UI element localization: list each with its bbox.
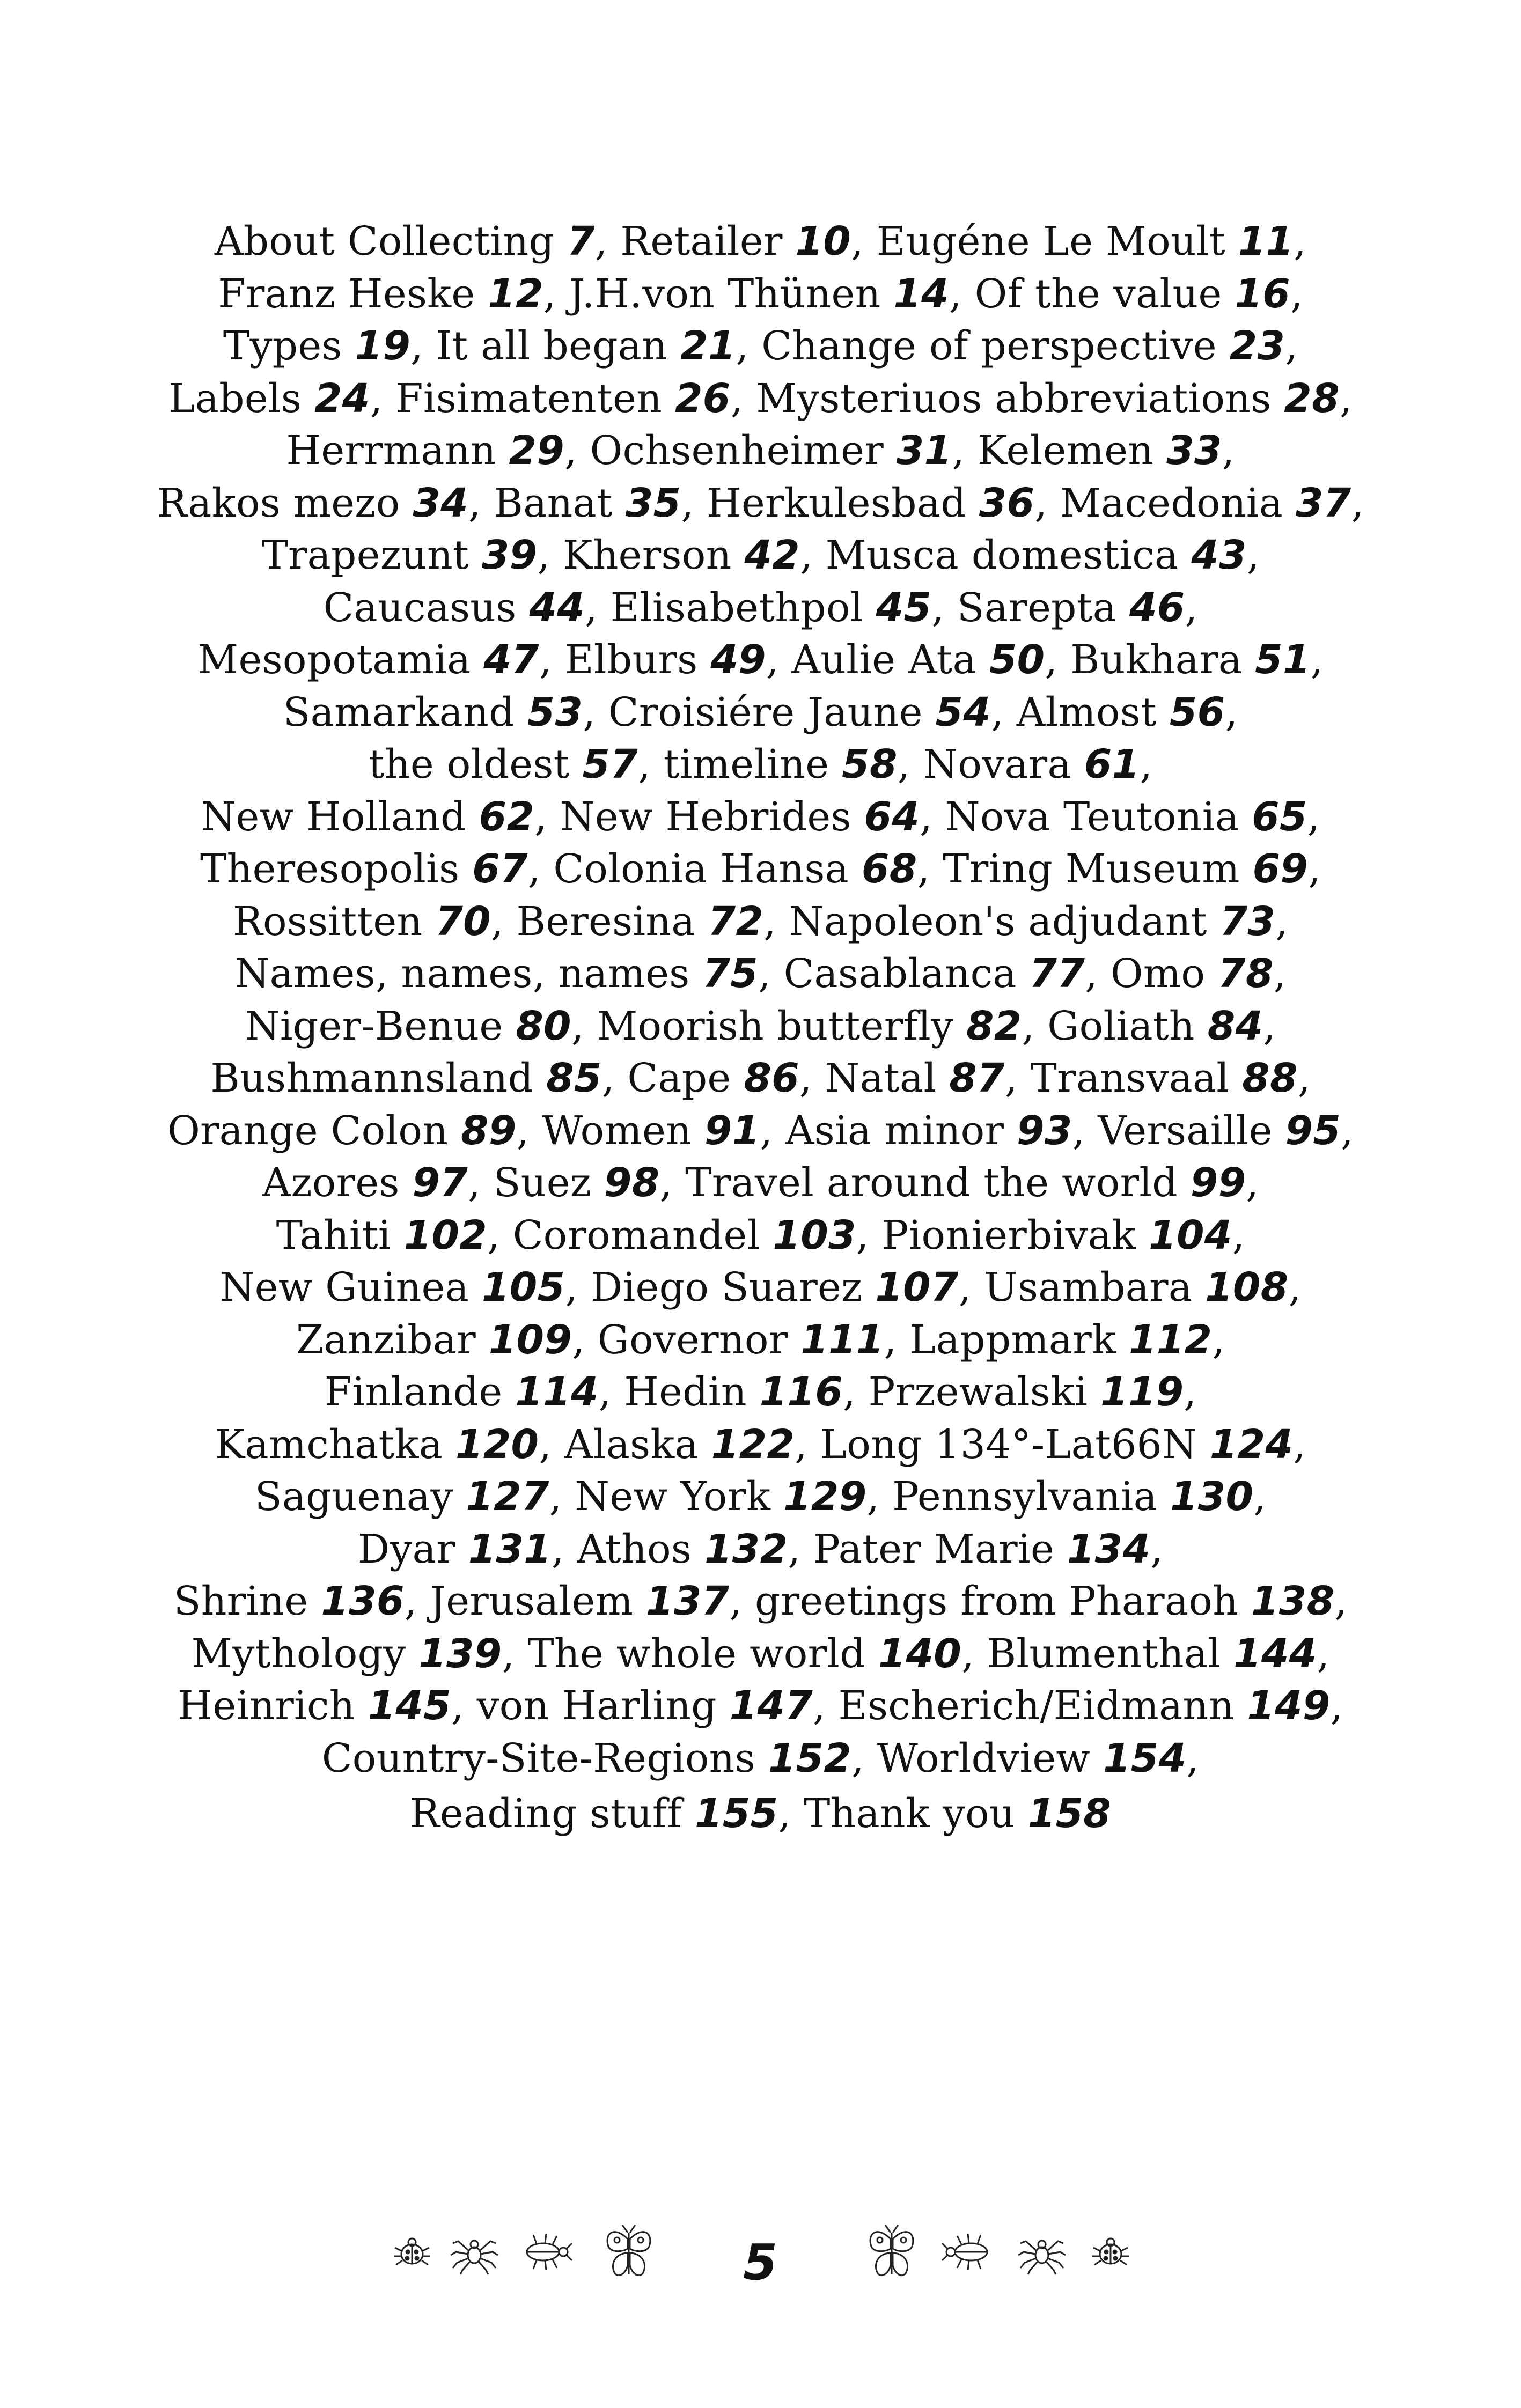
- toc-line: [0, 425, 1521, 477]
- toc-entry-page-number: 26: [674, 375, 731, 422]
- toc-entry-page-number: 45: [876, 584, 932, 631]
- toc-entry-title: , Almost: [991, 689, 1170, 735]
- toc-entry-page-number: 112: [1128, 1316, 1213, 1363]
- toc-entry-title: , Bukhara: [1045, 637, 1255, 683]
- toc-entry-title: , Pionierbivak: [856, 1212, 1149, 1258]
- toc-entry-page-number: 144: [1233, 1630, 1317, 1677]
- toc-entry-page-number: 152: [768, 1735, 852, 1781]
- toc-entry-title: , von Harling: [451, 1683, 730, 1729]
- spider-icon: [449, 2230, 500, 2276]
- toc-entry-page-number: 134: [1067, 1526, 1151, 1572]
- toc-entry-page-number: 14: [893, 270, 949, 317]
- toc-entry-page-number: 62: [479, 793, 535, 840]
- toc-entry-page-number: 122: [711, 1421, 795, 1468]
- toc-entry-title: , Lappmark: [884, 1316, 1129, 1363]
- toc-entry-page-number: 138: [1251, 1578, 1335, 1624]
- toc-line: [0, 1105, 1521, 1158]
- butterfly-icon: [603, 2223, 655, 2282]
- toc-entry-title: , Suez: [468, 1160, 604, 1206]
- toc-entry-title: ,: [1317, 1630, 1330, 1677]
- toc-entry-page-number: 145: [368, 1683, 451, 1729]
- toc-entry-page-number: 21: [680, 323, 736, 369]
- toc-line: [0, 1788, 1521, 1840]
- toc-entry-title: ,: [1150, 1526, 1164, 1572]
- toc-entry-title: , Alaska: [539, 1421, 711, 1468]
- toc-entry-title: Country-Site-Regions: [321, 1735, 768, 1781]
- toc-entry-title: ,: [1297, 1055, 1311, 1101]
- toc-entry-title: ,: [1225, 689, 1238, 735]
- toc-entry-title: , New York: [549, 1474, 784, 1520]
- toc-entry-page-number: 33: [1166, 428, 1222, 474]
- toc-entry-title: , Kelemen: [952, 428, 1167, 474]
- toc-line: [0, 268, 1521, 321]
- toc-entry-title: , Colonia Hansa: [527, 846, 862, 892]
- ladybug-icon: [1089, 2230, 1132, 2273]
- toc-entry-page-number: 78: [1218, 951, 1274, 997]
- toc-entry-page-number: 29: [509, 428, 564, 474]
- toc-entry-page-number: 31: [896, 428, 952, 474]
- toc-entry-page-number: 104: [1149, 1212, 1232, 1258]
- toc-entry-page-number: 46: [1129, 584, 1185, 631]
- toc-entry-title: ,: [1275, 898, 1289, 945]
- toc-entry-page-number: 102: [403, 1212, 488, 1258]
- toc-entry-title: ,: [1351, 480, 1364, 526]
- toc-entry-title: , Asia minor: [760, 1107, 1017, 1154]
- toc-entry-title: , Governor: [572, 1316, 801, 1363]
- toc-line: [0, 529, 1521, 582]
- toc-entry-title: Mesopotamia: [197, 637, 484, 683]
- toc-entry-title: ,: [1232, 1212, 1245, 1258]
- toc-entry-title: ,: [1341, 1107, 1354, 1154]
- toc-entry-title: New Holland: [201, 793, 479, 840]
- toc-entry-title: , Pennsylvania: [866, 1474, 1170, 1520]
- toc-entry-title: , Coromandel: [487, 1212, 773, 1258]
- toc-entry-title: , Transvaal: [1004, 1055, 1243, 1101]
- toc-entry-title: , Eugéne Le Moult: [851, 218, 1238, 264]
- toc-entry-title: , Mysteriuos abbreviations: [730, 375, 1284, 422]
- toc-entry-title: , Versaille: [1072, 1107, 1285, 1154]
- toc-entry-title: , Musca domestica: [799, 532, 1192, 578]
- toc-entry-title: , Of the value: [949, 270, 1235, 317]
- toc-entry-title: ,: [1246, 1160, 1259, 1206]
- toc-entry-title: , Goliath: [1022, 1003, 1208, 1049]
- toc-line: [0, 634, 1521, 687]
- toc-entry-page-number: 99: [1190, 1160, 1246, 1206]
- toc-entry-title: Zanzibar: [296, 1316, 489, 1363]
- toc-entry-title: , Travel around the world: [659, 1160, 1191, 1206]
- toc-entry-title: ,: [1273, 951, 1287, 997]
- toc-entry-title: Azores: [262, 1160, 413, 1206]
- toc-entry-title: Saguenay: [254, 1474, 466, 1520]
- toc-entry-page-number: 82: [966, 1003, 1022, 1049]
- toc-entry-page-number: 42: [744, 532, 800, 578]
- toc-entry-page-number: 73: [1219, 898, 1276, 945]
- toc-entry-title: Labels: [168, 375, 314, 422]
- toc-line: [0, 739, 1521, 791]
- toc-entry-title: , Moorish butterfly: [571, 1003, 967, 1049]
- toc-entry-page-number: 80: [516, 1003, 571, 1049]
- page-number: 5: [743, 2234, 777, 2291]
- toc-entry-title: New Guinea: [219, 1264, 482, 1310]
- toc-entry-title: , Natal: [799, 1055, 950, 1101]
- toc-entry-title: , Macedonia: [1034, 480, 1296, 526]
- toc-entry-title: ,: [1310, 637, 1324, 683]
- toc-entry-title: , Escherich/Eidmann: [813, 1683, 1247, 1729]
- toc-entry-page-number: 24: [314, 375, 370, 422]
- toc-entry-title: , Tring Museum: [917, 846, 1253, 892]
- toc-entry-page-number: 124: [1209, 1421, 1294, 1468]
- toc-entry-page-number: 49: [710, 637, 766, 683]
- toc-entry-title: , timeline: [638, 741, 842, 787]
- toc-line: [0, 216, 1521, 268]
- toc-entry-title: Tahiti: [276, 1212, 404, 1258]
- toc-entry-page-number: 34: [413, 480, 468, 526]
- toc-entry-title: ,: [1308, 846, 1321, 892]
- toc-entry-title: , Change of perspective: [736, 323, 1230, 369]
- toc-entry-title: ,: [1290, 270, 1303, 317]
- toc-entry-page-number: 39: [481, 532, 538, 578]
- toc-entry-page-number: 37: [1296, 480, 1351, 526]
- toc-entry-title: ,: [1212, 1316, 1225, 1363]
- toc-entry-title: Rossitten: [232, 898, 436, 945]
- toc-entry-page-number: 11: [1238, 218, 1294, 264]
- toc-entry-page-number: 103: [773, 1212, 856, 1258]
- toc-entry-page-number: 70: [435, 898, 491, 945]
- toc-entry-title: , Casablanca: [758, 951, 1030, 997]
- toc-entry-title: , Beresina: [490, 898, 708, 945]
- toc-entry-page-number: 84: [1207, 1003, 1263, 1049]
- toc-entry-title: Bushmannsland: [210, 1055, 547, 1101]
- toc-line: [0, 948, 1521, 1000]
- toc-entry-page-number: 130: [1170, 1474, 1254, 1520]
- toc-entry-title: ,: [1334, 1578, 1348, 1624]
- toc-entry-page-number: 95: [1285, 1107, 1341, 1154]
- toc-line: [0, 1314, 1521, 1367]
- toc-entry-title: , Omo: [1085, 951, 1218, 997]
- toc-entry-title: Trapezunt: [261, 532, 482, 578]
- toc-entry-page-number: 61: [1084, 741, 1140, 787]
- toc-entry-title: , greetings from Pharaoh: [729, 1578, 1252, 1624]
- toc-entry-page-number: 120: [455, 1421, 539, 1468]
- toc-entry-title: , Banat: [468, 480, 626, 526]
- toc-entry-title: , Elisabethpol: [584, 584, 876, 631]
- toc-line: [0, 1262, 1521, 1314]
- toc-entry-page-number: 139: [418, 1630, 502, 1677]
- toc-entry-page-number: 88: [1242, 1055, 1298, 1101]
- toc-entry-page-number: 107: [875, 1264, 959, 1310]
- toc-line: [0, 373, 1521, 425]
- toc-entry-page-number: 109: [488, 1316, 572, 1363]
- toc-entry-title: , Retailer: [594, 218, 796, 264]
- toc-entry-title: Orange Colon: [167, 1107, 461, 1154]
- toc-entry-title: ,: [1140, 741, 1153, 787]
- toc-entry-title: ,: [1307, 793, 1320, 840]
- toc-entry-title: , Elburs: [539, 637, 711, 683]
- toc-line: [0, 1523, 1521, 1576]
- toc-entry-title: , Worldview: [851, 1735, 1103, 1781]
- toc-entry-title: ,: [1222, 428, 1235, 474]
- toc-entry-page-number: 69: [1252, 846, 1309, 892]
- toc-entry-title: , Aulie Ata: [766, 637, 989, 683]
- toc-entry-page-number: 105: [481, 1264, 565, 1310]
- toc-entry-page-number: 131: [468, 1526, 552, 1572]
- toc-entry-page-number: 56: [1169, 689, 1225, 735]
- toc-entry-title: , Jerusalem: [404, 1578, 646, 1624]
- toc-entry-title: Shrine: [173, 1578, 321, 1624]
- toc-entry-page-number: 12: [488, 270, 543, 317]
- toc-entry-page-number: 86: [744, 1055, 799, 1101]
- butterfly-icon: [866, 2223, 917, 2282]
- toc-entry-title: ,: [1263, 1003, 1276, 1049]
- toc-entry-page-number: 65: [1252, 793, 1307, 840]
- toc-entry-title: Franz Heske: [218, 270, 488, 317]
- toc-entry-page-number: 158: [1027, 1791, 1112, 1837]
- toc-entry-page-number: 28: [1284, 375, 1340, 422]
- toc-entry-page-number: 111: [800, 1316, 884, 1363]
- toc-entry-title: , The whole world: [502, 1630, 878, 1677]
- toc-entry-page-number: 23: [1229, 323, 1285, 369]
- toc-entry-title: About Collecting: [214, 218, 567, 264]
- toc-entry-title: ,: [1293, 1421, 1306, 1468]
- toc-entry-title: Niger-Benue: [245, 1003, 516, 1049]
- toc-entry-page-number: 98: [604, 1160, 660, 1206]
- toc-entry-title: Heinrich: [178, 1683, 368, 1729]
- toc-entry-title: , Thank you: [778, 1791, 1028, 1837]
- toc-entry-title: Caucasus: [323, 584, 530, 631]
- beetle-icon: [515, 2230, 574, 2273]
- toc-line: [0, 320, 1521, 373]
- toc-entry-title: Reading stuff: [409, 1791, 695, 1837]
- toc-entry-title: Samarkand: [283, 689, 527, 735]
- toc-entry-title: , Athos: [551, 1526, 704, 1572]
- toc-entry-page-number: 154: [1103, 1735, 1187, 1781]
- toc-entry-page-number: 36: [979, 480, 1035, 526]
- toc-entry-title: , Pater Marie: [788, 1526, 1067, 1572]
- toc-entry-page-number: 77: [1029, 951, 1085, 997]
- toc-entry-title: Mythology: [191, 1630, 419, 1677]
- toc-entry-title: ,: [1288, 1264, 1302, 1310]
- toc-entry-page-number: 140: [878, 1630, 962, 1677]
- toc-entry-page-number: 72: [708, 898, 764, 945]
- toc-entry-title: , Hedin: [598, 1369, 760, 1415]
- toc-entry-page-number: 114: [515, 1369, 599, 1415]
- toc-entry-title: Herrmann: [286, 428, 509, 474]
- toc-entry-page-number: 75: [702, 951, 758, 997]
- toc-entry-title: , Herkulesbad: [681, 480, 979, 526]
- toc-entry-title: the oldest: [368, 741, 583, 787]
- toc-entry-title: ,: [1185, 584, 1198, 631]
- toc-entry-title: , Croisiére Jaune: [583, 689, 936, 735]
- toc-entry-title: , Blumenthal: [961, 1630, 1234, 1677]
- toc-entry-page-number: 16: [1235, 270, 1290, 317]
- toc-entry-page-number: 7: [567, 218, 595, 264]
- toc-entry-title: ,: [1253, 1474, 1267, 1520]
- toc-entry-page-number: 89: [461, 1107, 517, 1154]
- toc-entry-page-number: 137: [646, 1578, 730, 1624]
- toc-entry-title: , Cape: [601, 1055, 744, 1101]
- toc-entry-title: Finlande: [324, 1369, 516, 1415]
- toc-entry-page-number: 119: [1100, 1369, 1184, 1415]
- toc-entry-page-number: 108: [1205, 1264, 1289, 1310]
- ladybug-icon: [391, 2230, 433, 2273]
- toc-entry-page-number: 155: [695, 1791, 778, 1837]
- toc-entry-page-number: 116: [759, 1369, 843, 1415]
- toc-line: [0, 1210, 1521, 1262]
- toc-entry-title: Kamchatka: [215, 1421, 455, 1468]
- toc-entry-page-number: 149: [1247, 1683, 1331, 1729]
- toc-entry-title: , Sarepta: [931, 584, 1129, 631]
- toc-entry-page-number: 93: [1017, 1107, 1072, 1154]
- beetle-icon: [940, 2230, 999, 2273]
- toc-entry-page-number: 85: [546, 1055, 602, 1101]
- toc-line: [0, 843, 1521, 896]
- toc-line: [0, 1366, 1521, 1419]
- toc-entry-page-number: 47: [483, 637, 539, 683]
- toc-entry-page-number: 136: [321, 1578, 405, 1624]
- toc-entry-title: , Napoleon's adjudant: [763, 898, 1220, 945]
- toc-line: [0, 477, 1521, 530]
- toc-entry-title: , It all began: [410, 323, 680, 369]
- toc-entry-page-number: 64: [864, 793, 920, 840]
- toc-entry-title: Rakos mezo: [157, 480, 413, 526]
- toc-entry-page-number: 91: [704, 1107, 760, 1154]
- toc-entry-page-number: 54: [935, 689, 991, 735]
- toc-line: [0, 1575, 1521, 1628]
- toc-entry-title: , Ochsenheimer: [564, 428, 897, 474]
- page-footer: [0, 2225, 1521, 2311]
- toc-line: [0, 1419, 1521, 1471]
- spider-icon: [1016, 2230, 1068, 2276]
- toc-entry-title: , J.H.von Thünen: [543, 270, 894, 317]
- toc-entry-title: ,: [1285, 323, 1298, 369]
- toc-entry-page-number: 57: [582, 741, 638, 787]
- toc-line: [0, 791, 1521, 844]
- toc-entry-page-number: 97: [412, 1160, 468, 1206]
- toc-entry-page-number: 87: [949, 1055, 1005, 1101]
- toc-entry-page-number: 127: [466, 1474, 549, 1520]
- toc-entry-page-number: 67: [472, 846, 528, 892]
- toc-entry-title: , Fisimatenten: [370, 375, 675, 422]
- toc-entry-title: Types: [223, 323, 355, 369]
- toc-line: [0, 582, 1521, 635]
- toc-entry-title: ,: [1184, 1369, 1197, 1415]
- toc-line: [0, 1000, 1521, 1053]
- toc-entry-title: ,: [1186, 1735, 1200, 1781]
- toc-entry-page-number: 35: [625, 480, 681, 526]
- toc-entry-title: ,: [1339, 375, 1353, 422]
- toc-entry-page-number: 68: [861, 846, 917, 892]
- toc-entry-page-number: 43: [1191, 532, 1247, 578]
- toc-entry-page-number: 51: [1255, 637, 1311, 683]
- toc-entry-title: , Przewalski: [843, 1369, 1101, 1415]
- toc-entry-title: ,: [1330, 1683, 1343, 1729]
- toc-line: [0, 1680, 1521, 1733]
- toc-line: [0, 1733, 1521, 1785]
- toc-entry-page-number: 132: [704, 1526, 788, 1572]
- toc-entry-title: ,: [1294, 218, 1307, 264]
- toc-line: [0, 687, 1521, 739]
- toc-entry-title: , Long 134°-Lat66N: [795, 1421, 1210, 1468]
- toc-entry-title: , Usambara: [958, 1264, 1206, 1310]
- toc-entry-title: , Nova Teutonia: [920, 793, 1252, 840]
- toc-entry-page-number: 58: [842, 741, 898, 787]
- toc-entry-title: Names, names, names: [234, 951, 703, 997]
- toc-line: [0, 1157, 1521, 1210]
- toc-entry-page-number: 129: [783, 1474, 867, 1520]
- toc-entry-title: , Novara: [897, 741, 1084, 787]
- toc-entry-page-number: 44: [529, 584, 585, 631]
- toc-entry-title: , New Hebrides: [534, 793, 864, 840]
- toc-entry-page-number: 53: [527, 689, 583, 735]
- toc-line: [0, 1052, 1521, 1105]
- toc-entry-title: Dyar: [357, 1526, 468, 1572]
- toc-entry-title: Theresopolis: [200, 846, 473, 892]
- toc-entry-page-number: 10: [795, 218, 851, 264]
- toc-entry-page-number: 50: [989, 637, 1045, 683]
- toc-line: [0, 1628, 1521, 1681]
- toc-entry-page-number: 147: [729, 1683, 813, 1729]
- toc-entry-title: , Kherson: [537, 532, 745, 578]
- toc-entry-title: , Diego Suarez: [565, 1264, 876, 1310]
- table-of-contents: [0, 216, 1521, 1840]
- toc-line: [0, 1471, 1521, 1523]
- toc-line: [0, 896, 1521, 948]
- toc-entry-title: ,: [1246, 532, 1260, 578]
- toc-entry-page-number: 19: [355, 323, 411, 369]
- toc-entry-title: , Women: [516, 1107, 704, 1154]
